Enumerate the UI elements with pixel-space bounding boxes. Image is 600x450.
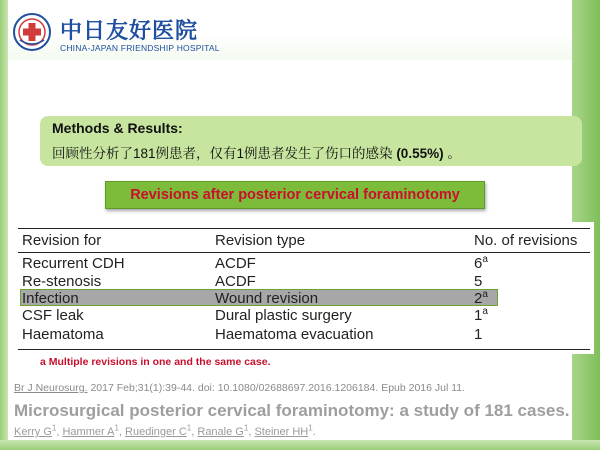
author-affiliation-marker: 1 [308,423,313,433]
methods-suffix: 。 [447,146,461,161]
author-list: Kerry $G^1$, Hammer $A^1$, Ruedinger $C^1$, Ranale $G^1$, Steiner $HH^1$. [14,423,316,438]
table-cell-count [474,290,488,307]
footnote-marker: a [482,306,488,317]
table-cell-revision-type: ACDF [215,273,256,290]
revision-count: 1 [474,326,483,343]
citation-details: 2017 Feb;31(1):39-44. doi: 10.1080/02688697.2016.1206184. Epub 2016 Jul 11. [87,382,466,394]
table-cell-revision-for: CSF leak [22,307,84,324]
footnote-marker: a [482,254,488,265]
table-cell-revision-for: Infection [22,290,79,307]
methods-percent: (0.55%) [396,146,444,161]
hospital-logo-icon [12,12,52,52]
table-cell-revision-type: Dural plastic surgery [215,307,352,324]
hospital-name-chinese: 中日友好医院 [60,18,199,44]
author-affiliation-marker: 1 [114,423,119,433]
author-affiliation-marker: 1 [186,423,192,433]
table-top-rule [18,228,590,229]
table-footnote: a Multiple revisions in one and the same case. [40,356,271,368]
table-bottom-rule [18,349,590,350]
table-cell-count [474,273,482,290]
citation-journal-link[interactable]: Br J Neurosurg. [14,382,88,394]
table-cell-revision-type: Haematoma evacuation [215,326,374,343]
table-cell-revision-type: Wound revision [215,290,319,307]
methods-body-text: 回顾性分析了181例患者，仅有1例患者发生了伤口的感染 [52,146,393,161]
citation [14,382,465,394]
table-cell-revision-for: Recurrent CDH [22,255,125,272]
author-affiliation-marker: 1 [243,423,249,433]
slide-left-border [0,0,8,450]
revision-count: 2 [474,290,483,307]
footnote-marker: a [482,289,488,300]
author-link[interactable]: Steiner HH [254,426,309,438]
table-cell-revision-for: Haematoma [22,326,104,343]
table-cell-count [474,326,482,343]
revision-count: 5 [474,273,483,290]
table-header-revision-for: Revision for [22,232,102,249]
table-cell-revision-for: Re-stenosis [22,273,102,290]
author-link[interactable]: Ranale G [197,426,244,438]
table-header-revision-type: Revision type [215,232,306,249]
table-cell-count [474,255,488,272]
revisions-heading: Revisions after posterior cervical foraminotomy [105,181,485,209]
hospital-name-english: CHINA-JAPAN FRIENDSHIP HOSPITAL [60,43,220,53]
revision-count: 1 [474,307,483,324]
author-link[interactable]: Kerry G [14,426,52,438]
slide-bottom-border [0,440,600,450]
author-affiliation-marker: 1 [51,423,57,433]
revision-count: 6 [474,255,483,272]
methods-title: Methods & Results: [52,120,183,136]
paper-title: Microsurgical posterior cervical foraminotomy: a study of 181 cases. [14,401,570,420]
table-cell-count [474,307,488,324]
author-link[interactable]: Hammer A [62,426,115,438]
table-cell-revision-type: ACDF [215,255,256,272]
author-link[interactable]: Ruedinger C [125,426,187,438]
methods-body [52,142,461,162]
table-header-rule [18,252,590,253]
table-header-count: No. of revisions [474,232,578,249]
